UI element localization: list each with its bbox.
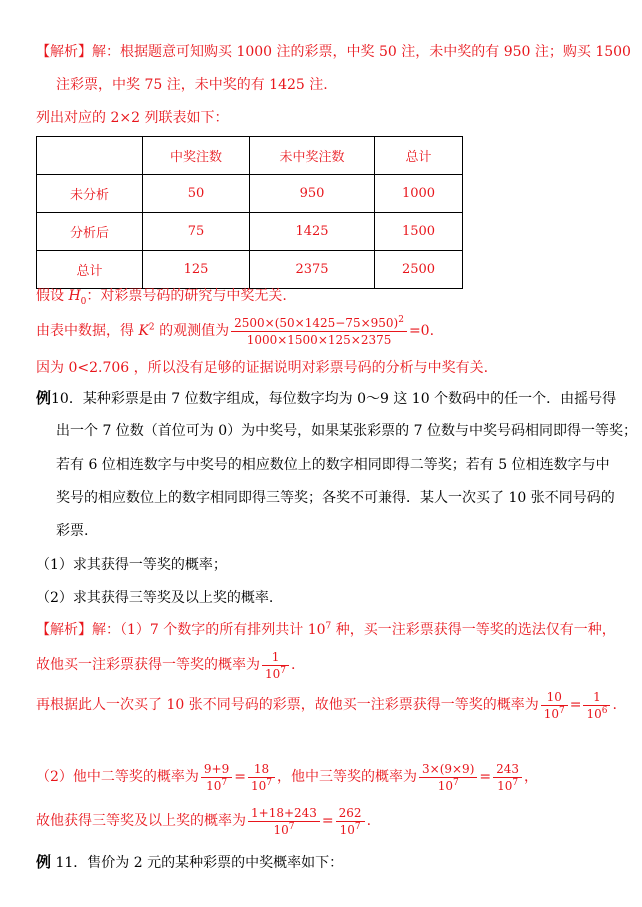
- solution-10-a1-pre: 解：（1）7 个数字的所有排列共计: [92, 622, 308, 638]
- fraction-numerator: 18: [248, 761, 275, 778]
- fraction-numerator: 262: [336, 805, 365, 822]
- table-header-row: [37, 137, 463, 175]
- solution-10-b1-post: ，: [524, 769, 539, 785]
- fraction-denominator: 10: [273, 822, 289, 837]
- solution-10-line-3: [36, 688, 617, 722]
- example-10-question-1: （1）求其获得一等奖的概率；: [36, 557, 227, 573]
- fraction-denominator: 10: [206, 778, 222, 793]
- table-cell: 2375: [250, 251, 375, 289]
- fraction-denominator: 10: [437, 778, 453, 793]
- analysis-text-1: 解：根据题意可知购买 1000 注的彩票，中奖 50 注，未中奖的有 950 注；购买 1500: [92, 44, 631, 60]
- example-10-question-2: （2）求其获得三等奖及以上奖的概率.: [36, 590, 274, 606]
- k2-symbol: K: [138, 323, 149, 339]
- table-cell: 125: [143, 251, 250, 289]
- k2-line: [36, 314, 434, 348]
- table-cell: 1425: [250, 213, 375, 251]
- analysis-line-1: [36, 42, 631, 62]
- table-cell: 分析后: [37, 213, 143, 251]
- fraction-denominator-exp: 7: [559, 705, 565, 716]
- table-header-cell: 中奖注数: [143, 137, 250, 175]
- solution-10-b2-post: .: [366, 813, 372, 829]
- fraction: [493, 761, 522, 794]
- fraction-denominator-exp: 7: [354, 821, 361, 832]
- fraction-numerator: 9+9: [201, 761, 232, 778]
- analysis-tag: 【解析】: [36, 44, 92, 60]
- example-10-text-1: 10．某种彩票是由 7 位数字组成，每位数字均为 0～9 这 10 个数码中的任一个．由摇号得: [51, 391, 617, 407]
- hypothesis-text: ：对彩票号码的研究与中奖无关.: [86, 288, 287, 304]
- fraction-denominator-exp: 7: [288, 821, 295, 832]
- example-11-text: 11．售价为 2 元的某种彩票的中奖概率如下：: [51, 855, 344, 871]
- fraction: [262, 649, 289, 682]
- fraction-denominator: 10: [586, 706, 602, 721]
- fraction-numerator: 3×(9×9): [419, 761, 477, 778]
- example-11-line: [36, 852, 343, 873]
- fraction-numerator: 1: [583, 689, 610, 706]
- table-cell: 总计: [37, 251, 143, 289]
- fraction-denominator: 10: [265, 666, 281, 681]
- table-cell: 1500: [375, 213, 463, 251]
- fraction-numerator: 1: [262, 649, 289, 666]
- fraction-denominator-exp: 7: [266, 777, 272, 788]
- fraction: [248, 805, 320, 838]
- table-header-cell: 总计: [375, 137, 463, 175]
- solution-10-a1-base: 10: [307, 622, 326, 638]
- table-row: [37, 251, 463, 289]
- table-row: [37, 213, 463, 251]
- k2-mid: 的观测值为: [154, 323, 230, 339]
- solution-10-line-2: [36, 648, 295, 682]
- table-cell: 50: [143, 175, 250, 213]
- fraction-numerator: 10: [541, 689, 568, 706]
- table-header-cell: 未中奖注数: [250, 137, 375, 175]
- solution-10-a3-post: .: [612, 697, 617, 713]
- solution-10-a3-pre: 再根据此人一次买了 10 张不同号码的彩票，故他买一注彩票获得一等奖的概率为: [36, 697, 539, 713]
- k2-fraction: [231, 315, 407, 348]
- equals-sign: =: [321, 813, 334, 829]
- solution-10-b2-pre: 故他获得三等奖及以上奖的概率为: [36, 813, 246, 829]
- solution-10-b1-pre: （2）他中二等奖的概率为: [36, 769, 199, 785]
- fraction-denominator-exp: 7: [221, 777, 228, 788]
- solution-10-line-4: [36, 760, 538, 794]
- fraction-denominator-exp: 6: [601, 705, 608, 716]
- k2-numerator-sup: 2: [398, 314, 404, 325]
- k2-numerator: 2500×(50×1425−75×950): [234, 315, 399, 330]
- fraction-numerator: 243: [493, 761, 522, 778]
- fraction-denominator: 10: [339, 822, 355, 837]
- equals-sign: =: [479, 769, 492, 785]
- table-cell: 75: [143, 213, 250, 251]
- fraction: [336, 805, 365, 838]
- example-10-line-4: 奖号的相应数位上的数字相同即得三等奖；各奖不可兼得．某人一次买了 10 张不同号码的: [56, 490, 615, 506]
- conclusion-line: 因为 0<2.706 ，所以没有足够的证据说明对彩票号码的分析与中奖有关.: [36, 360, 489, 376]
- fraction: [541, 689, 568, 722]
- solution-10-a1-post: 种，买一注彩票获得一等奖的选法仅有一种，: [331, 622, 616, 638]
- hypothesis-line: [36, 286, 287, 306]
- table-intro: 列出对应的 2×2 列联表如下：: [36, 110, 229, 126]
- fraction-denominator: 10: [250, 778, 267, 793]
- fraction-denominator-exp: 7: [452, 777, 459, 788]
- solution-10-line-5: [36, 804, 371, 838]
- equals-sign: =: [569, 697, 582, 713]
- solution-10-a1-exp: 7: [325, 621, 332, 632]
- fraction: [248, 761, 275, 794]
- solution-10-a2-post: .: [291, 657, 296, 673]
- fraction-denominator: 10: [543, 706, 559, 721]
- solution-10-line-1: [36, 620, 616, 640]
- solution-10-b1-mid: ，他中三等奖的概率为: [277, 769, 417, 785]
- table-cell: 2500: [375, 251, 463, 289]
- example-11-label: 例: [36, 853, 52, 871]
- fraction: [583, 689, 610, 722]
- fraction: [419, 761, 477, 794]
- fraction-denominator-exp: 7: [512, 777, 519, 788]
- example-10-line-3: 若有 6 位相连数字与中奖号的相应数位上的数字相同即得二等奖；若有 5 位相连数字与中: [56, 457, 610, 473]
- k2-denominator: 1000×1500×125×2375: [246, 332, 392, 347]
- solution-10-a2-pre: 故他买一注彩票获得一等奖的概率为: [36, 657, 260, 673]
- contingency-table: [36, 136, 463, 289]
- k2-pre: 由表中数据，得: [36, 323, 139, 339]
- fraction-numerator: 1+18+243: [248, 805, 320, 822]
- table-cell: 1000: [375, 175, 463, 213]
- example-10-line-5: 彩票.: [56, 523, 89, 539]
- analysis-line-2: 注彩票，中奖 75 注，未中奖的有 1425 注.: [56, 77, 328, 93]
- hypothesis-pre: 假设: [36, 288, 69, 304]
- example-10-line-2: 出一个 7 位数（首位可为 0）为中奖号，如果某张彩票的 7 位数与中奖号码相同即得一等奖；: [56, 423, 637, 439]
- hypothesis-subscript: 0: [80, 296, 87, 307]
- k2-post: =0.: [408, 323, 435, 339]
- fraction-denominator: 10: [497, 778, 513, 793]
- example-10-label: 例: [36, 389, 52, 407]
- example-10-line-1: [36, 388, 616, 409]
- solution-10-tag: 【解析】: [36, 622, 92, 638]
- fraction: [201, 761, 232, 794]
- equals-sign: =: [234, 769, 246, 785]
- table-header-cell: [37, 137, 143, 175]
- table-row: [37, 175, 463, 213]
- k2-sup: 2: [148, 322, 155, 333]
- table-cell: 未分析: [37, 175, 143, 213]
- table-cell: 950: [250, 175, 375, 213]
- hypothesis-symbol: H: [68, 288, 81, 304]
- fraction-denominator-exp: 7: [280, 665, 287, 676]
